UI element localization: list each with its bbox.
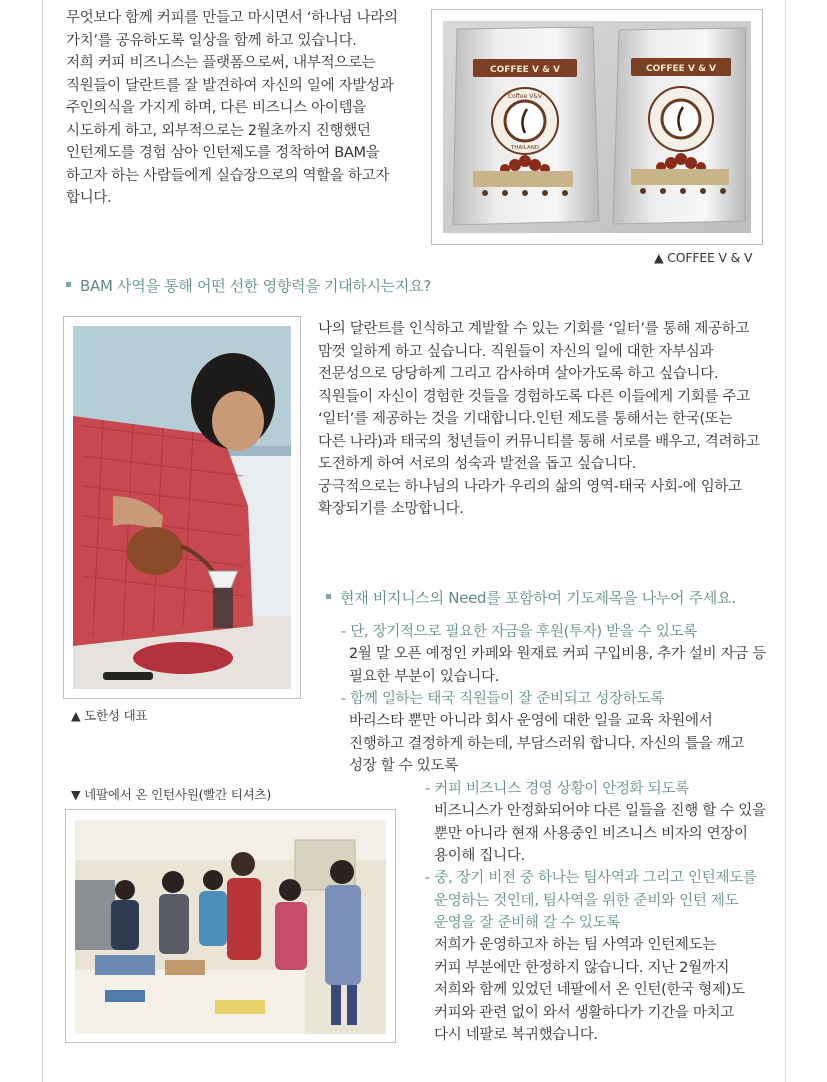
prayer-4-line: 저희가 운영하고자 하는 팀 사역과 인턴제도는 [434,937,716,953]
prayer-2-line: 바리스타 뿐만 아니라 회사 운영에 대한 일을 교육 차원에서 [349,713,713,729]
answer-1-line: 전문성으로 당당하게 그리고 감사하며 살아가도록 하고 싶습니다. [318,366,719,382]
seal-top-label: Coffee V&V [507,93,543,100]
intro-paragraph [66,7,426,210]
page-border-right [785,0,786,1082]
prayer-4-line: 다시 네팔로 복귀했습니다. [434,1027,598,1043]
answer-1-paragraph [318,318,778,521]
square-bullet-icon [66,282,71,287]
answer-1-line: ‘일터’를 제공하는 것을 기대합니다.인턴 제도를 통해서는 한국(또는 [318,411,733,427]
prayer-3-body [434,800,779,868]
prayer-2-line: 성장 할 수 있도록 [349,758,458,774]
package-label: COFFEE V & V [645,64,717,74]
intro-line: 하고자 하는 사람들에게 실습장으로의 역할을 하고자 [66,167,390,184]
ceo-photo [73,326,291,689]
answer-1-line: 나의 달란트를 인식하고 계발할 수 있는 기회를 ‘일터’를 통해 제공하고 [318,321,750,337]
coffee-photo [443,21,751,233]
prayer-3-line: 비즈니스가 안정화되어야 다른 일들을 진행 할 수 있을 [434,803,766,819]
prayer-2-title: - 함께 일하는 태국 직원들이 잘 준비되고 성장하도록 [341,691,664,707]
prayer-1-title: - 단, 장기적으로 필요한 자금을 후원(투자) 받을 수 있도록 [341,624,697,640]
answer-1-line: 직원들이 자신이 경험한 것들을 경험하도록 다른 이들에게 기회를 주고 [318,388,750,405]
answer-1-line: 도전하게 하여 서로의 성숙과 발전을 돕고 싶습니다. [318,456,637,472]
answer-1-line: 궁극적으로는 하나님의 나라가 우리의 삶의 영역-태국 사회-에 임하고 [318,478,742,495]
package-label: COFFEE V & V [489,65,561,75]
intro-line: 주인의식을 가지게 하며, 다른 비즈니스 아이템을 [66,100,366,116]
intro-line: 인턴제도를 경험 삼아 인턴제도를 정착하여 BAM을 [66,145,380,161]
square-bullet-icon [326,594,331,599]
ceo-photo-caption: ▲ 도한성 대표 [71,708,148,723]
answer-1-line: 맘껏 일하게 하고 싶습니다. 직원들이 자신의 일에 대한 자부심과 [318,343,714,360]
seal-bottom-label: THAILAND [510,145,540,151]
coffee-photo-frame [431,9,763,245]
intro-line: 합니다. [66,190,112,206]
question-1-text: BAM 사역을 통해 어떤 선한 영향력을 기대하시는지요? [80,277,431,295]
intro-line: 직원들이 달란트를 잘 발견하여 자신의 일에 자발성과 [66,77,394,94]
prayer-1-line: 필요한 부분이 있습니다. [349,668,499,685]
question-1-heading [66,275,431,296]
ceo-photo-frame [63,316,301,699]
intro-line: 무엇보다 함께 커피를 만들고 마시면서 ‘하나님 나라의 [66,10,398,26]
intro-line: 시도하게 하고, 외부적으로는 2월초까지 진행했던 [66,122,371,139]
question-2-heading [326,587,736,608]
coffee-photo-caption: ▲ COFFEE V & V [654,250,753,265]
prayer-3-line: 용이해 집니다. [434,848,525,864]
intro-line: 가치’를 공유하도록 일상을 함께 하고 있습니다. [66,32,357,49]
prayer-4-title-line: - 중, 장기 비전 중 하나는 팀사역과 그리고 인턴제도를 [425,870,757,886]
prayer-4-title-line: 운영하는 것인데, 팀사역을 위한 준비와 인턴 제도 [434,892,739,909]
intern-photo-frame [65,809,396,1043]
prayer-4-line: 저희와 함께 있었던 네팔에서 온 인턴(한국 형제)도 [434,982,745,998]
prayer-3-line: 뿐만 아니라 현재 사용중인 비즈니스 비자의 연장이 [434,825,748,842]
prayer-2-line: 진행하고 결정하게 하는데, 부담스러워 합니다. 자신의 틀을 깨고 [349,735,745,752]
intro-line: 저희 커피 비즈니스는 플랫폼으로써, 내부적으로는 [66,55,376,71]
coffee-packages-image [443,21,751,233]
prayer-4-line: 커피 부분에만 한정하지 않습니다. 지난 2월까지 [434,959,730,976]
prayer-4-title-line: 운영을 잘 준비해 갈 수 있도록 [434,915,621,931]
prayer-1-line: 2월 말 오픈 예정인 카페와 원재료 커피 구입비용, 추가 설비 자금 등 [349,646,767,662]
prayer-4-title [425,867,780,935]
page-border-left [42,0,43,1082]
prayer-4-line: 커피와 관련 없이 와서 생활하다가 기간을 마치고 [434,1004,734,1021]
ceo-pouring-coffee-image [73,326,291,689]
question-2-text: 현재 비지니스의 Need를 포함하여 기도제목을 나누어 주세요. [340,589,736,607]
prayer-4-body [434,934,779,1047]
intern-photo [75,820,386,1034]
prayer-3-title: - 커피 비즈니스 경영 상황이 안정화 되도록 [425,781,689,797]
answer-1-line: 다른 나라)과 태국의 청년들이 커뮤니티를 통해 서로를 배우고, 격려하고 [318,433,760,450]
intern-photo-caption: ▼ 네팔에서 온 인턴사원(빨간 티셔츠) [71,787,272,802]
prayer-2-body [349,710,779,778]
answer-1-line: 확장되기를 소망합니다. [318,501,464,517]
group-photo-image [75,820,386,1034]
prayer-1-body [349,643,779,688]
